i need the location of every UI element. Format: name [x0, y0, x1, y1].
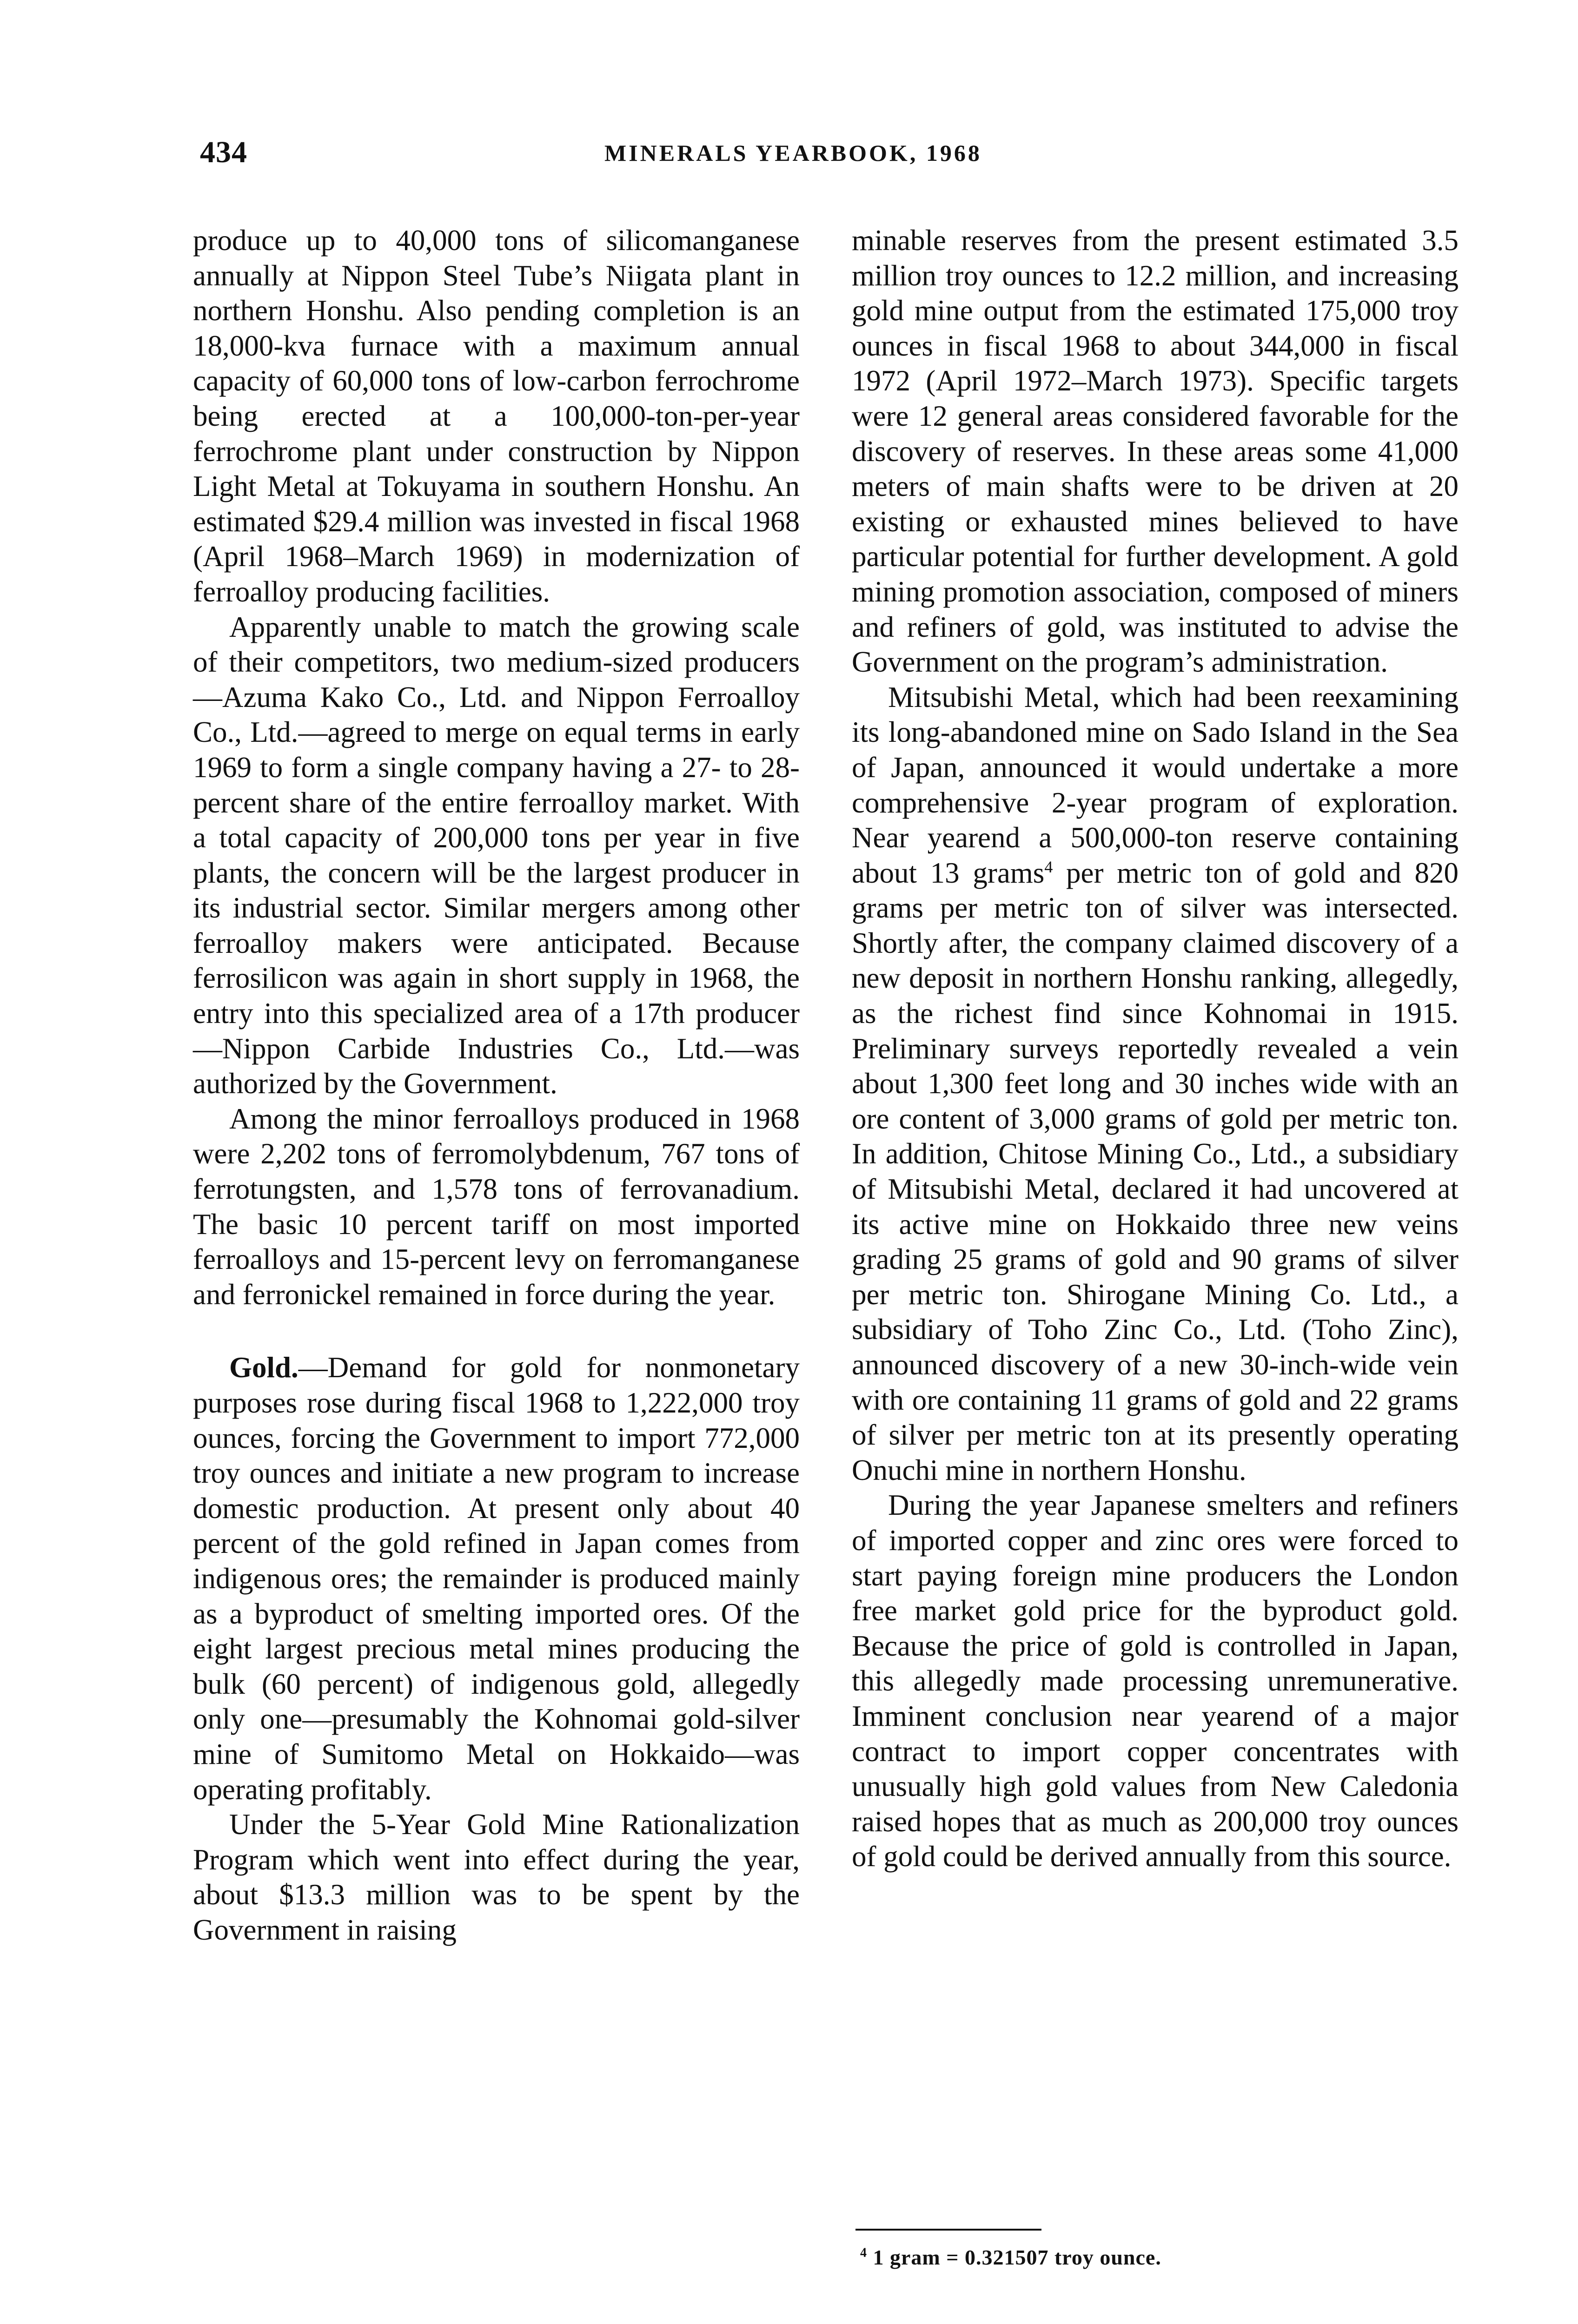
- gold-section-paragraph: [193, 1350, 800, 1807]
- paragraph-text: Mitsubishi Metal, which had been reexamining its long-abandoned mine on Sado Island in the Sea of Japan, announced it would undertake a more comprehensive 2-year program of exploration. Near yearend a 500,000-ton reserve containing about 13 grams: [852, 680, 1459, 889]
- page-number: 434: [200, 135, 247, 169]
- footnote-divider: [855, 2229, 1041, 2231]
- paragraph: produce up to 40,000 tons of silicomanganese annually at Nippon Steel Tube’s Niigata plant in northern Honshu. Also pending completion is an 18,000-kva furnace with a maximum annual capacity of 60,000 tons of low-carbon ferrochrome being erected at a 100,000-ton-per-year ferrochrome plant under construction by Nippon Light Metal at Tokuyama in southern Honshu. An estimated $29.4 million was invested in fiscal 1968 (April 1968–March 1969) in modernization of ferroalloy producing facilities.: [193, 224, 800, 608]
- paragraph: [852, 680, 1459, 1488]
- paragraph: Under the 5-Year Gold Mine Rationalization Program which went into effect during the year, about $13.3 million was to be spent by the Government in raising: [193, 1808, 800, 1946]
- paragraph: Apparently unable to match the growing scale of their competitors, two medium-sized producers—Azuma Kako Co., Ltd. and Nippon Ferroalloy Co., Ltd.—agreed to merge on equal terms in early 1969 to form a single company having a 27- to 28-percent share of the entire ferroalloy market. With a total capacity of 200,000 tons per year in five plants, the concern will be the largest producer in its industrial sector. Similar mergers among other ferroalloy makers were anticipated. Because ferrosilicon was again in short supply in 1968, the entry into this specialized area of a 17th producer—Nippon Carbide Industries Co., Ltd.—was authorized by the Government.: [193, 610, 800, 1100]
- section-heading-gold: Gold.: [229, 1351, 298, 1384]
- paragraph: Among the minor ferroalloys produced in 1968 were 2,202 tons of ferromolybdenum, 767 tons of ferrotungsten, and 1,578 tons of ferrovanadium. The basic 10 percent tariff on most imported ferroalloys and 15-percent levy on ferromanganese and ferronickel remained in force during the year.: [193, 1102, 800, 1311]
- paragraph: During the year Japanese smelters and refiners of imported copper and zinc ores were forced to start paying foreign mine producers the London free market gold price for the byproduct gold. Because the price of gold is controlled in Japan, this allegedly made processing unremunerative. Imminent conclusion near yearend of a major contract to import copper concentrates with unusually high gold values from New Caledonia raised hopes that as much as 200,000 troy ounces of gold could be derived annually from this source.: [852, 1489, 1459, 1873]
- footnote-marker: 4: [860, 2245, 867, 2260]
- paragraph: minable reserves from the present estimated 3.5 million troy ounces to 12.2 million, and increasing gold mine output from the estimated 175,000 troy ounces in fiscal 1968 to about 344,000 in fiscal 1972 (April 1972–March 1973). Specific targets were 12 general areas considered favorable for the discovery of reserves. In these areas some 41,000 meters of main shafts were to be driven at 20 existing or exhausted mines believed to have particular potential for further development. A gold mining promotion association, composed of miners and refiners of gold, was instituted to advise the Government on the program’s administration.: [852, 224, 1459, 679]
- paragraph-text: per metric ton of gold and 820 grams per metric ton of silver was intersected. Shortly after, the company claimed discovery of a new deposit in northern Honshu ranking, allegedly, as the richest find since Kohnomai in 1915. Preliminary surveys reportedly revealed a vein about 1,300 feet long and 30 inches wide with an ore content of 3,000 grams of gold per metric ton. In addition, Chitose Mining Co., Ltd., a subsidiary of Mitsubishi Metal, declared it had uncovered at its active mine on Hokkaido three new veins grading 25 grams of gold and 90 grams of silver per metric ton. Shirogane Mining Co. Ltd., a subsidiary of Toho Zinc Co., Ltd. (Toho Zinc), announced discovery of a new 30-inch-wide vein with ore containing 11 grams of gold and 22 grams of silver per metric ton at its presently operating Onuchi mine in northern Honshu.: [852, 856, 1459, 1486]
- footnote: [860, 2245, 1161, 2270]
- right-column: [852, 223, 1459, 1875]
- left-column: [193, 223, 800, 1948]
- footnote-text: 1 gram = 0.321507 troy ounce.: [873, 2245, 1161, 2269]
- paragraph-text: —Demand for gold for nonmonetary purposes rose during fiscal 1968 to 1,222,000 troy ounces, forcing the Government to import 772,000 troy ounces and initiate a new program to increase domestic production. At present only about 40 percent of the gold refined in Japan comes from indigenous ores; the remainder is produced mainly as a byproduct of smelting imported ores. Of the eight largest precious metal mines producing the bulk (60 percent) of indigenous gold, allegedly only one—presumably the Kohnomai gold-silver mine of Sumitomo Metal on Hokkaido—was operating profitably.: [193, 1351, 800, 1806]
- running-head: MINERALS YEARBOOK, 1968: [604, 140, 982, 166]
- footnote-reference: 4: [1044, 857, 1053, 876]
